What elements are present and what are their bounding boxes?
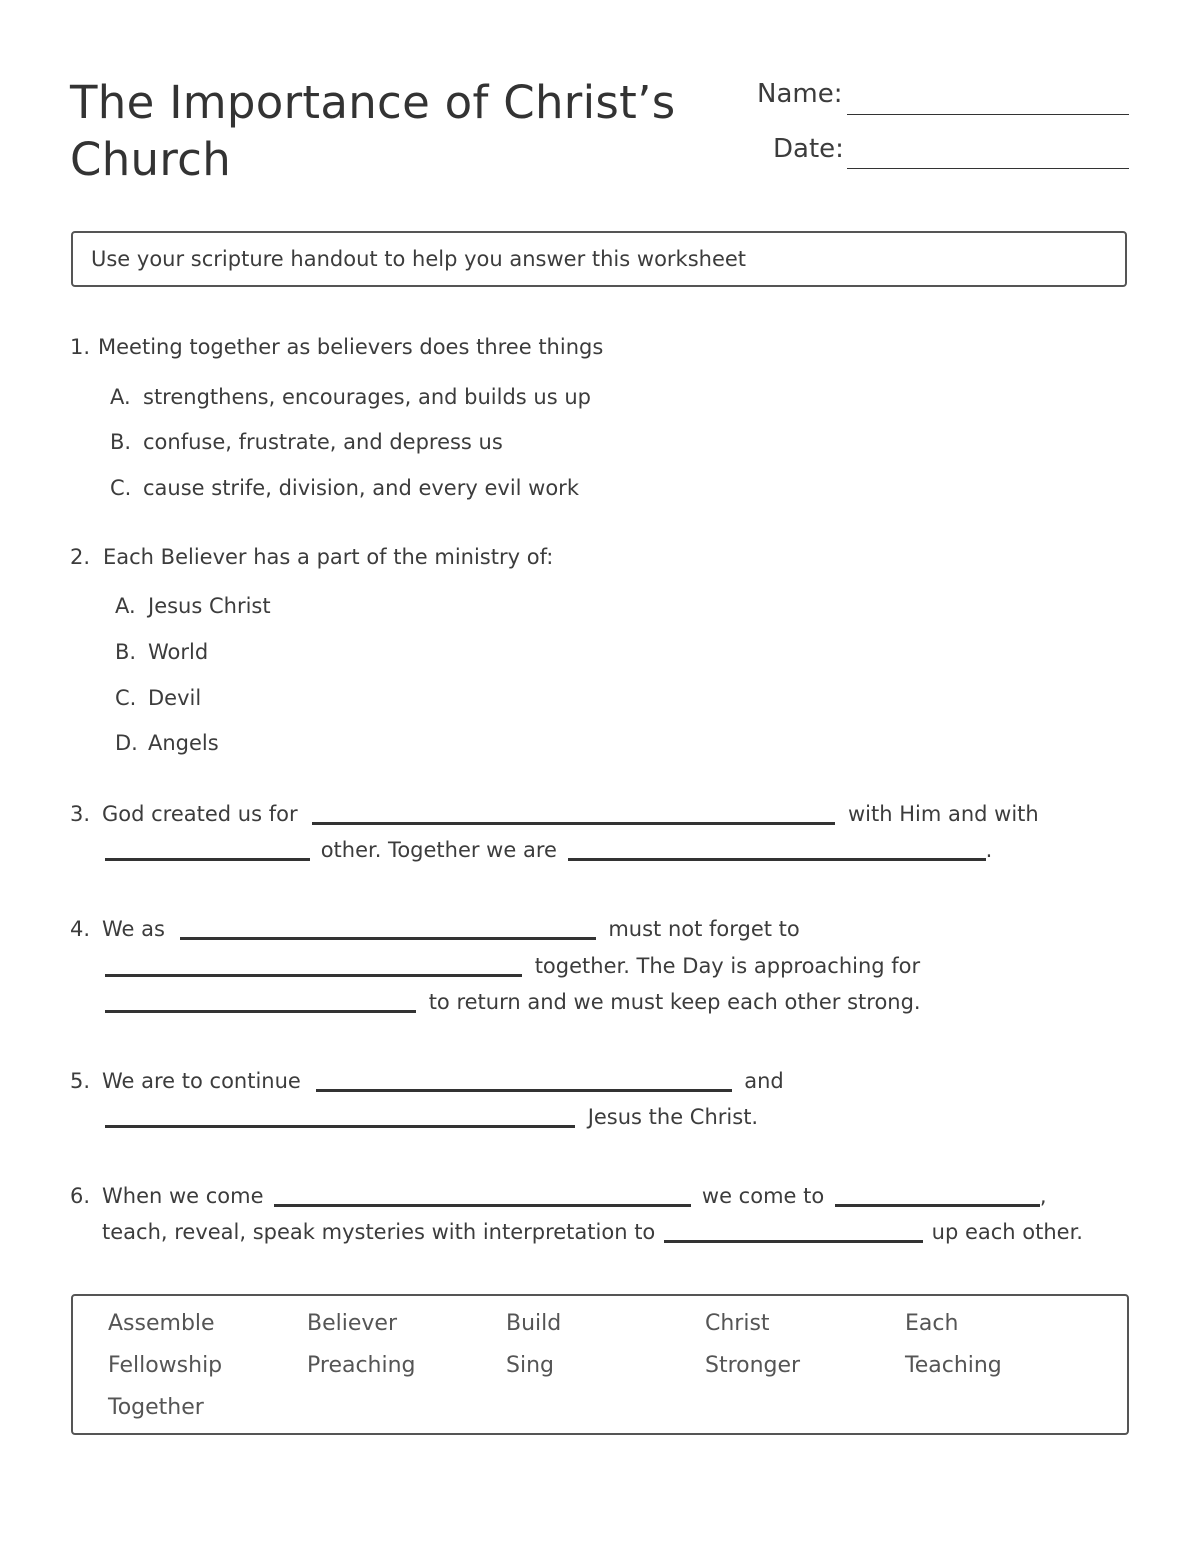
word-bank-word: Christ [705,1311,770,1336]
q1-option-a[interactable] [110,383,591,411]
question-number: 2. [70,545,91,569]
word-bank-word: Believer [307,1311,397,1336]
question-text: When we come [102,1184,264,1208]
option-text: World [148,640,209,664]
q2-option-b[interactable] [115,638,208,666]
fill-blank[interactable] [312,802,835,825]
question-text: together. The Day is approaching for [534,954,921,978]
word-bank-word: Sing [506,1353,554,1378]
option-text: Devil [148,686,202,710]
option-letter: C. [115,686,137,710]
option-letter: A. [115,594,136,618]
worksheet-title [70,74,710,188]
question-3-line-1 [70,798,1039,828]
question-6-line-1 [70,1180,1047,1210]
option-text: Jesus Christ [148,594,271,618]
fill-blank[interactable] [105,838,310,861]
question-5-line-2 [105,1101,758,1131]
question-1 [70,333,603,361]
question-text: , [1039,1184,1047,1208]
option-text: strengthens, encourages, and builds us up [143,385,591,409]
question-text: Each Believer has a part of the ministry of: [103,545,554,569]
q2-option-c[interactable] [115,684,201,712]
word-bank [71,1294,1129,1435]
q2-option-a[interactable] [115,592,271,620]
option-letter: D. [115,731,138,755]
question-text: with Him and with [847,802,1039,826]
question-text: . [985,838,993,862]
question-text: and [744,1069,784,1093]
word-bank-word: Each [905,1311,959,1336]
q2-option-d[interactable] [115,729,219,757]
option-letter: C. [110,476,132,500]
date-label: Date: [773,134,844,164]
fill-blank[interactable] [568,838,986,861]
title-line-2: Church [70,133,232,186]
question-4-line-3 [105,986,921,1016]
q1-option-b[interactable] [110,428,503,456]
name-label: Name: [757,79,843,109]
fill-blank[interactable] [664,1220,923,1243]
option-text: confuse, frustrate, and depress us [143,430,503,454]
question-number: 6. [70,1184,91,1208]
question-3-line-2 [105,834,992,864]
fill-blank[interactable] [274,1184,691,1207]
question-text: we come to [701,1184,825,1208]
question-6-line-2 [102,1216,1083,1246]
word-bank-word: Fellowship [108,1353,223,1378]
fill-blank[interactable] [316,1069,732,1092]
question-number: 3. [70,802,91,826]
fill-blank[interactable] [105,1105,575,1128]
date-field[interactable] [847,168,1129,169]
question-text: Meeting together as believers does three things [98,335,604,359]
question-number: 4. [70,917,91,941]
fill-blank[interactable] [835,1184,1040,1207]
question-text: Jesus the Christ. [587,1105,759,1129]
word-bank-word: Stronger [705,1353,801,1378]
instructions-box [71,231,1127,287]
option-text: cause strife, division, and every evil work [143,476,579,500]
question-text: to return and we must keep each other strong. [428,990,921,1014]
question-text: up each other. [931,1220,1083,1244]
question-text: teach, reveal, speak mysteries with interpretation to [102,1220,656,1244]
option-letter: B. [115,640,137,664]
question-5-line-1 [70,1065,784,1095]
question-2 [70,543,553,571]
question-text: We as [102,917,165,941]
question-text: God created us for [102,802,298,826]
word-bank-word: Assemble [108,1311,215,1336]
q1-option-c[interactable] [110,474,579,502]
fill-blank[interactable] [180,917,596,940]
word-bank-word: Build [506,1311,562,1336]
word-bank-word: Teaching [905,1353,1002,1378]
option-letter: B. [110,430,132,454]
option-letter: A. [110,385,131,409]
question-4-line-1 [70,913,800,943]
option-text: Angels [148,731,219,755]
word-bank-word: Preaching [307,1353,416,1378]
question-text: We are to continue [102,1069,301,1093]
question-text: other. Together we are [320,838,557,862]
title-line-1: The Importance of Christ’s [70,76,676,129]
fill-blank[interactable] [105,954,522,977]
question-number: 5. [70,1069,91,1093]
question-text: must not forget to [608,917,800,941]
question-number: 1. [70,335,91,359]
instructions-text: Use your scripture handout to help you answer this worksheet [91,247,747,271]
question-4-line-2 [105,950,920,980]
word-bank-word: Together [108,1395,204,1420]
name-field[interactable] [847,114,1129,115]
fill-blank[interactable] [105,990,416,1013]
